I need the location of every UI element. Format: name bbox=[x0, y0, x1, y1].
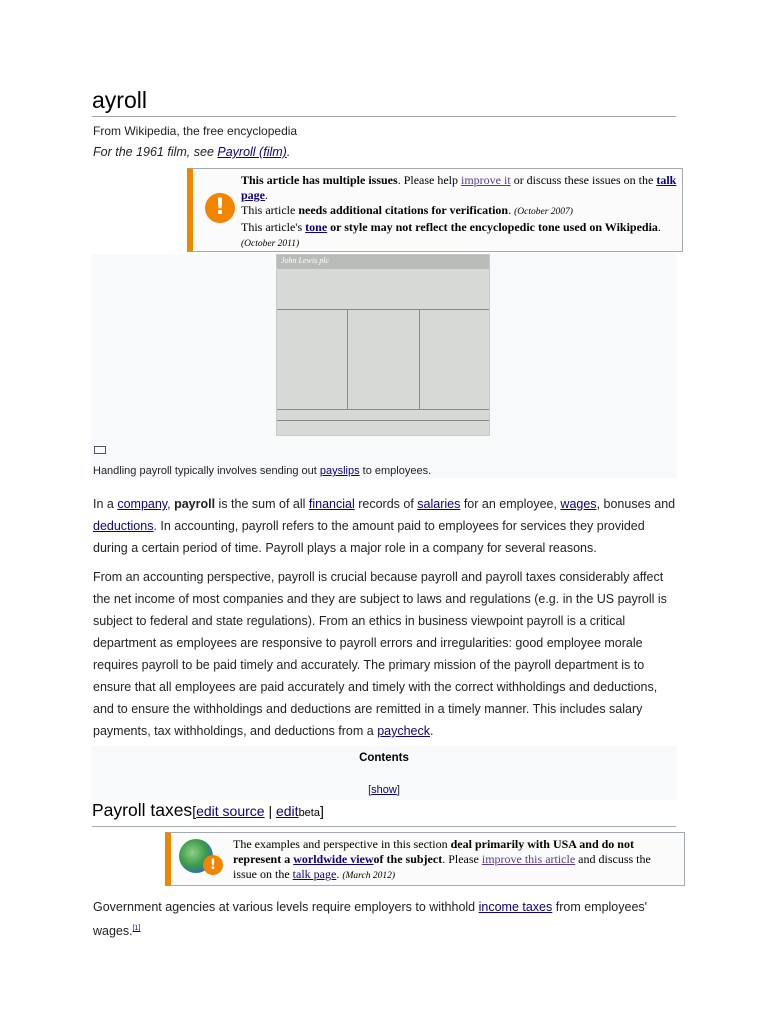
wages-link[interactable]: wages bbox=[560, 497, 597, 511]
worldview-talk-link[interactable]: talk page bbox=[292, 867, 337, 881]
page-title: ayroll bbox=[92, 86, 676, 117]
p1-text: is the sum of all bbox=[215, 497, 309, 511]
toc-bracket: ] bbox=[396, 784, 400, 796]
issues-line-3 bbox=[241, 220, 677, 252]
hatnote-suffix: . bbox=[286, 145, 291, 159]
edit-bracket: ] bbox=[319, 803, 324, 819]
worldview-bold-1: deal primarily with USA and do not represent a bbox=[233, 837, 634, 866]
worldwide-view-link[interactable]: worldwide view bbox=[293, 852, 374, 866]
hatnote-text: For the 1961 film, see bbox=[93, 145, 218, 159]
payslip-brand: John Lewis plc bbox=[281, 256, 329, 265]
edit-beta: beta bbox=[298, 807, 320, 819]
deductions-link[interactable]: deductions bbox=[93, 519, 154, 533]
issues-text-c: . bbox=[265, 188, 268, 202]
payslip-header bbox=[277, 255, 489, 269]
worldview-date: (March 2012) bbox=[342, 871, 396, 881]
tone-bold: or style may not reflect the encyclopedic tone used on Wikipedia bbox=[327, 220, 658, 234]
issues-line-2 bbox=[241, 203, 677, 220]
tagline: From Wikipedia, the free encyclopedia bbox=[93, 124, 298, 138]
issues-text bbox=[241, 173, 677, 252]
financial-link[interactable]: financial bbox=[308, 497, 355, 511]
toc-show-link[interactable]: show bbox=[371, 784, 397, 796]
payslip-figure bbox=[91, 254, 677, 478]
tone-text-b: . bbox=[657, 220, 661, 234]
paycheck-link[interactable]: paycheck bbox=[377, 724, 430, 738]
salaries-link[interactable]: salaries bbox=[417, 497, 461, 511]
issues-line-1 bbox=[241, 173, 677, 203]
p2-text: From an accounting perspective, payroll is crucial because payroll and payroll taxes considerably affect the net income of most companies and they are subject to laws and regulations (e.g. in the US payroll is subject to federal and state regulations). From an ethics in business viewpoint payroll is a critical department as employees are responsive to payroll errors and irregularities: good employee morale requires payroll to be paid timely and accurately. The primary mission of the payroll department is to ensure that all employees are paid accurately and timely with the correct withholdings and deductions, and to ensure the withholdings and deductions are remitted in a timely manner. This includes salary payments, tax withholdings, and deductions from a bbox=[93, 570, 667, 738]
edit-source-link[interactable]: edit source bbox=[196, 803, 265, 819]
section-heading-payroll-taxes bbox=[92, 798, 676, 827]
intro-paragraph bbox=[93, 493, 677, 559]
citations-text-b: . bbox=[508, 203, 515, 217]
tone-link[interactable]: tone bbox=[305, 220, 328, 234]
citations-date: (October 2007) bbox=[514, 207, 573, 217]
company-link[interactable]: company bbox=[117, 497, 168, 511]
p3-text: Government agencies at various levels require employers to withhold bbox=[93, 900, 479, 914]
p1-text: records of bbox=[354, 497, 418, 511]
enlarge-icon[interactable] bbox=[94, 446, 106, 454]
toc-toggle bbox=[91, 784, 677, 796]
caption-text-a: Handling payroll typically involves sending out bbox=[93, 465, 320, 477]
reference-1-link[interactable]: [1] bbox=[132, 925, 141, 932]
issues-text-b: or discuss these issues on the bbox=[510, 173, 657, 187]
p1-text: In a bbox=[93, 497, 118, 511]
p2-text: . bbox=[430, 724, 434, 738]
payslip-divider bbox=[347, 309, 348, 409]
payslip-image[interactable] bbox=[276, 254, 490, 436]
p1-text: . In accounting, payroll refers to the amount paid to employees for services they provided during a certain period of time. Payroll plays a major role in a company for several reasons. bbox=[93, 519, 645, 555]
toc-bracket: [ bbox=[368, 784, 372, 796]
payslip-divider bbox=[419, 309, 420, 409]
income-taxes-link[interactable]: income taxes bbox=[478, 900, 553, 914]
citations-text-a: This article bbox=[241, 203, 299, 217]
table-of-contents bbox=[91, 746, 677, 800]
issues-heading: This article has multiple issues bbox=[241, 173, 398, 187]
worldview-text-d: . bbox=[336, 867, 343, 881]
accounting-paragraph bbox=[93, 566, 677, 742]
hatnote bbox=[93, 145, 290, 159]
tone-date: (October 2011) bbox=[241, 239, 300, 249]
payroll-film-link[interactable]: Payroll (film) bbox=[217, 145, 287, 159]
taxes-paragraph bbox=[93, 896, 677, 942]
section-title: Payroll taxes bbox=[92, 800, 193, 820]
improve-it-link[interactable]: improve it bbox=[461, 173, 511, 187]
issues-text-a: . Please help bbox=[397, 173, 462, 187]
payroll-bold: payroll bbox=[174, 497, 216, 511]
multiple-issues-box bbox=[187, 168, 683, 252]
warning-icon: ! bbox=[205, 193, 235, 223]
p1-text: , bonuses and bbox=[596, 497, 676, 511]
citations-bold: needs additional citations for verification bbox=[298, 203, 509, 217]
toc-title: Contents bbox=[359, 752, 409, 764]
payslips-link[interactable]: payslips bbox=[319, 465, 360, 477]
p1-text: , bbox=[167, 497, 175, 511]
warning-icon: ! bbox=[203, 855, 223, 875]
payslip-rule bbox=[277, 420, 489, 421]
worldview-text bbox=[233, 837, 673, 884]
worldview-text-c: and discuss the issue on the bbox=[233, 852, 651, 881]
caption-text-b: to employees. bbox=[359, 465, 432, 477]
figure-caption bbox=[93, 465, 431, 477]
tone-text-a: This article's bbox=[241, 220, 306, 234]
worldview-text-a: The examples and perspective in this section bbox=[233, 837, 451, 851]
section-edit-links bbox=[192, 803, 324, 819]
payslip-rule bbox=[277, 309, 489, 310]
worldview-text-b: . Please bbox=[442, 852, 482, 866]
improve-article-link[interactable]: improve this article bbox=[481, 852, 576, 866]
talk-page-link[interactable]: talk page bbox=[241, 173, 677, 202]
payslip-rule bbox=[277, 409, 489, 410]
edit-bracket: [ bbox=[192, 803, 197, 819]
p1-text: for an employee, bbox=[460, 497, 561, 511]
worldview-box bbox=[165, 832, 685, 886]
p3-text: from employees' wages. bbox=[93, 900, 648, 939]
edit-link[interactable]: edit bbox=[275, 803, 299, 819]
worldview-bold-2: of the subject bbox=[373, 852, 443, 866]
edit-separator: | bbox=[264, 803, 276, 819]
